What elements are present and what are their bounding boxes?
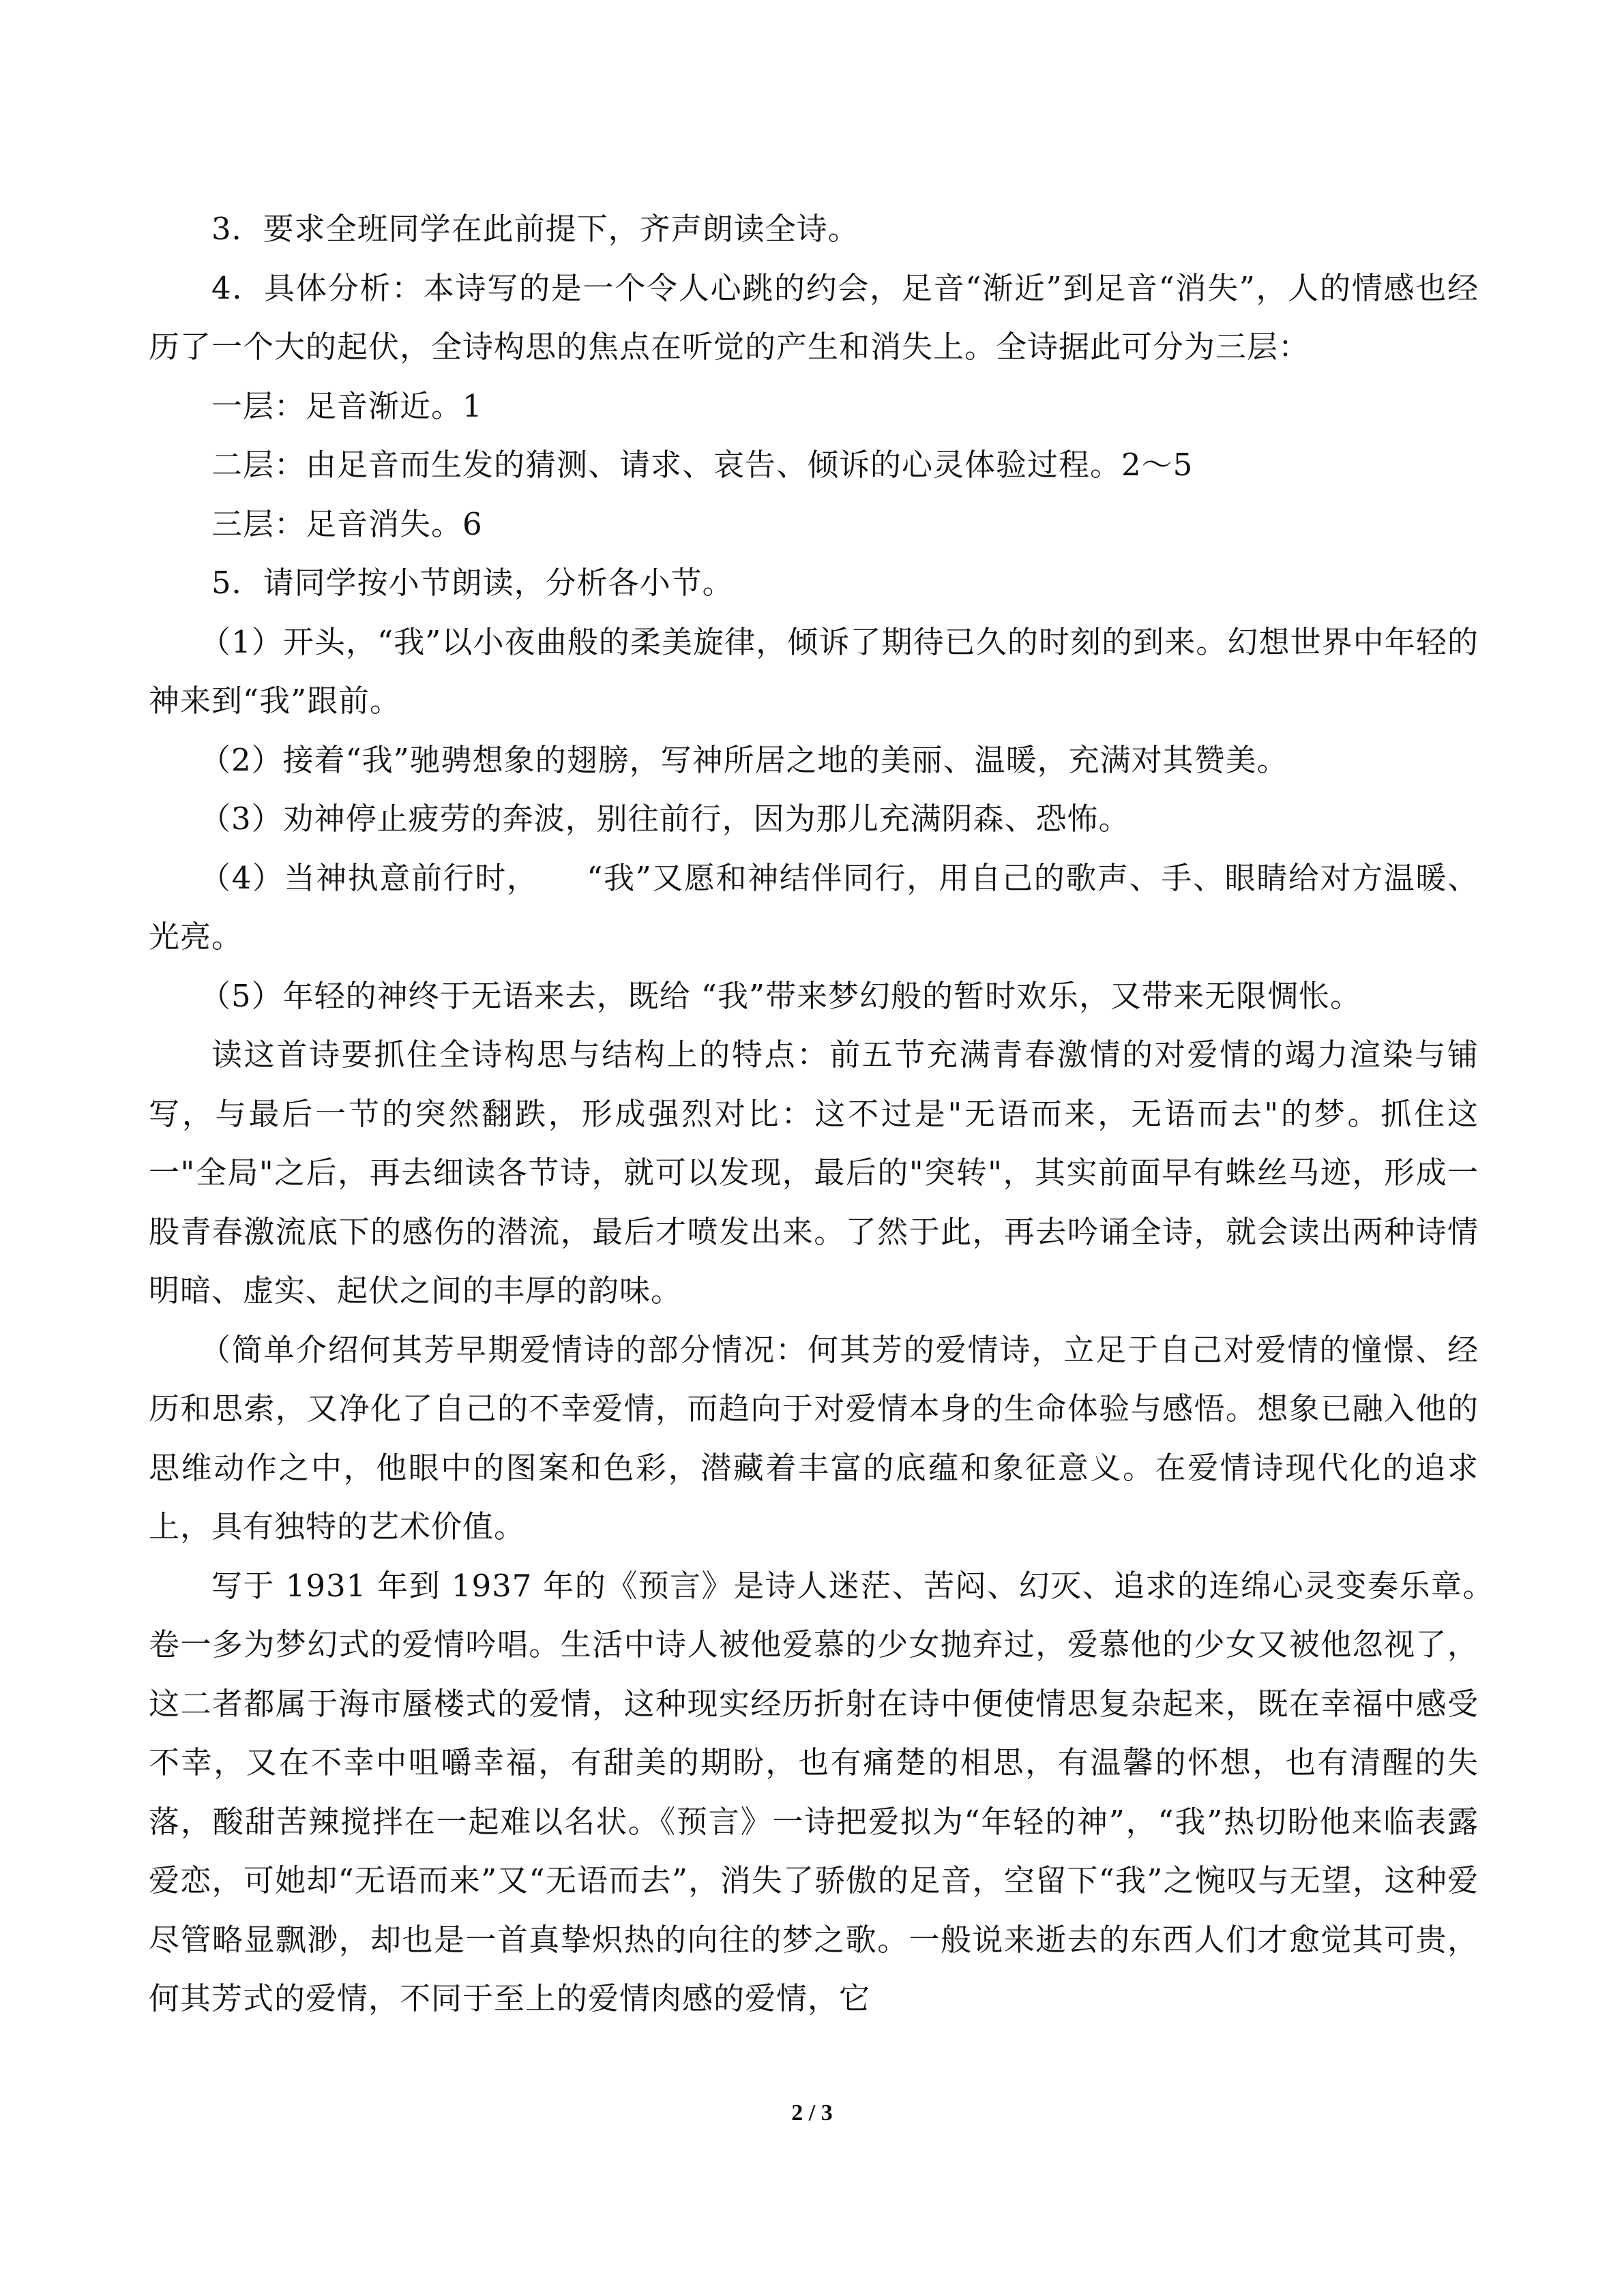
paragraph-5: 三层：足音消失。6 [211,505,483,542]
paragraph-4: 二层：由足音而生发的猜测、请求、哀告、倾诉的心灵体验过程。2～5 [211,447,1194,483]
paragraph-11: （5）年轻的神终于无语来去，既给 “我”带来梦幻般的暂时欢乐，又带来无限惆怅。 [200,977,1361,1014]
paragraph-9: （3）劝神停止疲劳的奔波，别往前行，因为那儿充满阴森、恐怖。 [200,801,1130,837]
paragraph-6: 5．请同学按小节朗读，分析各小节。 [211,565,734,601]
paragraph-3: 一层：足音渐近。1 [211,387,483,424]
paragraph-12: 读这首诗要抓住全诗构思与结构上的特点：前五节充满青春激情的对爱情的竭力渲染与铺写，与最后一节的突然翻跌，形成强烈对比：这不过是"无语而来，无语而去"的梦。抓住这一"全局"之后，再去细读各节诗，就可以发现，最后的"突转"，其实前面早有蛛丝马迹，形成一股青春激流底下的感伤的潜流，最后才喷发出来。了然于此，再去吟诵全诗，就会读出两种诗情明暗、虚实、起伏之间的丰厚的韵味。 [149,1037,1479,1309]
paragraph-7: （1）开头，“我”以小夜曲般的柔美旋律，倾诉了期待已久的时刻的到来。幻想世界中年轻的神来到“我”跟前。 [149,623,1479,719]
paragraph-1: 3．要求全班同学在此前提下，齐声朗读全诗。 [211,211,859,247]
page-number: 2 / 3 [791,2100,833,2126]
document-body [149,200,1542,2029]
paragraph-2: 4．具体分析：本诗写的是一个令人心跳的约会，足音“渐近”到足音“消失”，人的情感也经历了一个大的起伏，全诗构思的焦点在听觉的产生和消失上。全诗据此可分为三层： [149,269,1479,365]
paragraph-10: （4）当神执意前行时， “我”又愿和神结伴同行，用自己的歌声、手、眼睛给对方温暖、光亮。 [149,859,1479,955]
paragraph-14: 写于 1931 年到 1937 年的《预言》是诗人迷茫、苦闷、幻灭、追求的连绵心灵变奏乐章。 卷一多为梦幻式的爱情吟唱。生活中诗人被他爱慕的少女抛弃过，爱慕他的少女又被他忽视了，这二者都属于海市蜃楼式的爱情，这种现实经历折射在诗中便使情思复杂起来，既在幸福中感受不幸，又在不幸中咀嚼幸福，有甜美的期盼，也有痛楚的相思，有温馨的怀想，也有清醒的失落，酸甜苦辣搅拌在一起难以名状。《预言》一诗把爱拟为“年轻的神”，“我”热切盼他来临表露爱恋，可她却“无语而来”又“无语而去”，消失了骄傲的足音，空留下“我”之惋叹与无望，这种爱尽管略显飘渺，却也是一首真挚炽热的向往的梦之歌。一般说来逝去的东西人们才愈觉其可贵，何其芳式的爱情，不同于至上的爱情肉感的爱情，它 [149,1567,1542,2016]
paragraph-13: （简单介绍何其芳早期爱情诗的部分情况：何其芳的爱情诗，立足于自己对爱情的憧憬、经历和思索，又净化了自己的不幸爱情，而趋向于对爱情本身的生命体验与感悟。想象已融入他的思维动作之中，他眼中的图案和色彩，潜藏着丰富的底蕴和象征意义。在爱情诗现代化的追求上，具有独特的艺术价值。 [149,1331,1479,1545]
paragraph-8: （2）接着“我”驰骋想象的翅膀，写神所居之地的美丽、温暖，充满对其赞美。 [200,741,1288,778]
